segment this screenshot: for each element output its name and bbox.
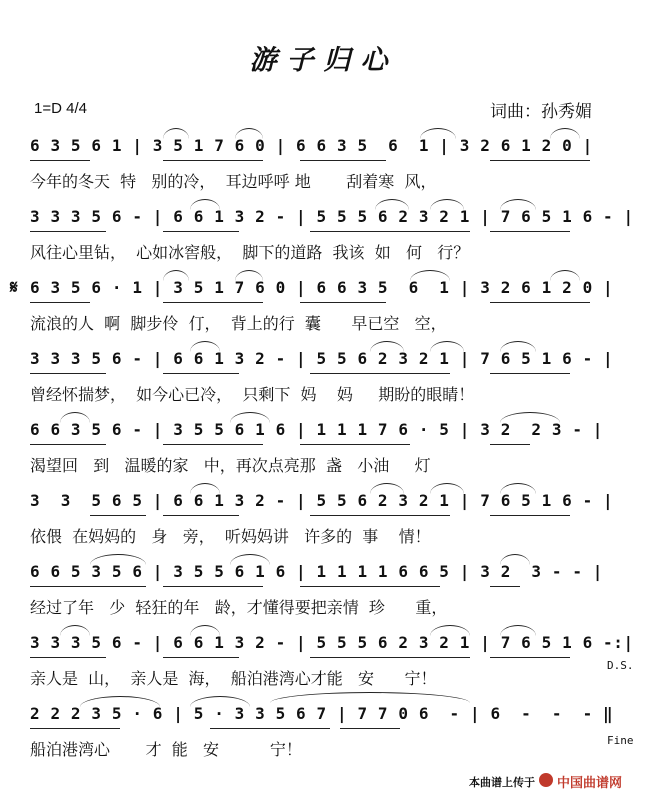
lyrics-line-7: 经过了年 少 轻狂的年 龄，才懂得要把亲情 珍 重， [30, 598, 448, 617]
score-title: 游子归心 [249, 45, 398, 76]
lyrics-line-5: 渴望回 到 温暖的家 中，再次点亮那 盏 小油 灯 [30, 456, 431, 475]
notes-line-9: 2 2 2 3 5 · 6 | 5 · 3 3 5 6 7 | 7 7 0 6 - | 6 - - - ‖ [30, 704, 614, 723]
notes-line-1: 6 3 5 6 1 | 3 5 1 7 6 0 | 6 6 3 5 6 1 | 3 2 6 1 2 0 | [30, 136, 593, 155]
lyrics-line-3: 流浪的人 啊 脚步伶 仃， 背上的行 囊 早已空 空， [30, 314, 447, 333]
notes-line-6: 3 3 5 6 5 | 6 6 1 3 2 - | 5 5 6 2 3 2 1 | 7 6 5 1 6 - | [30, 491, 614, 510]
notes-line-8: 3 3 3 5 6 - | 6 6 1 3 2 - | 5 5 5 6 2 3 2 1 | 7 6 5 1 6 -:| [30, 633, 634, 652]
notes-line-3: 6 3 5 6 · 1 | 3 5 1 7 6 0 | 6 6 3 5 6 1 | 3 2 6 1 2 0 | [30, 278, 614, 297]
source-footer [429, 771, 639, 791]
ds-mark: D.S. [607, 659, 634, 672]
lyrics-line-1: 今年的冬天 特 别的冷， 耳边呼呼 地 刮着寒 风， [30, 172, 437, 191]
site-logo-text: 中国曲谱网 [557, 776, 623, 791]
notes-line-5: 6 6 3 5 6 - | 3 5 5 6 1 6 | 1 1 1 7 6 · 5 | 3 2 2 3 - | [30, 420, 604, 439]
notes-line-2: 3 3 3 5 6 - | 6 6 1 3 2 - | 5 5 5 6 2 3 2 1 | 7 6 5 1 6 - | [30, 207, 634, 226]
lyrics-line-6: 依偎 在妈妈的 身 旁， 听妈妈讲 许多的 事 情！ [30, 527, 431, 546]
lyrics-line-2: 风往心里钻， 心如冰窖般， 脚下的道路 我该 如 何 行？ [30, 243, 470, 262]
fine-mark: Fine [607, 734, 634, 747]
lyrics-line-8: 亲人是 山， 亲人是 海， 船泊港湾心才能 安 宁！ [30, 669, 437, 688]
composer-credit: 词曲：孙秀媚 [490, 102, 592, 122]
site-logo[interactable] [539, 771, 639, 791]
notes-line-7: 6 6 5 3 5 6 | 3 5 5 6 1 6 | 1 1 1 1 6 6 5 | 3 2 3 - - | [30, 562, 604, 581]
globe-icon [539, 773, 553, 787]
segno-icon: 𝄋 [10, 277, 18, 298]
lyrics-line-4: 曾经怀揣梦， 如今心已冷， 只剩下 妈 妈 期盼的眼睛！ [30, 385, 475, 404]
notes-line-4: 3 3 3 5 6 - | 6 6 1 3 2 - | 5 5 6 2 3 2 1 | 7 6 5 1 6 - | [30, 349, 614, 368]
upload-credit: 本曲谱上传于 [469, 776, 535, 789]
key-signature: 1=D 4/4 [34, 100, 87, 117]
lyrics-line-9: 船泊港湾心 才 能 安 宁！ [30, 740, 302, 759]
